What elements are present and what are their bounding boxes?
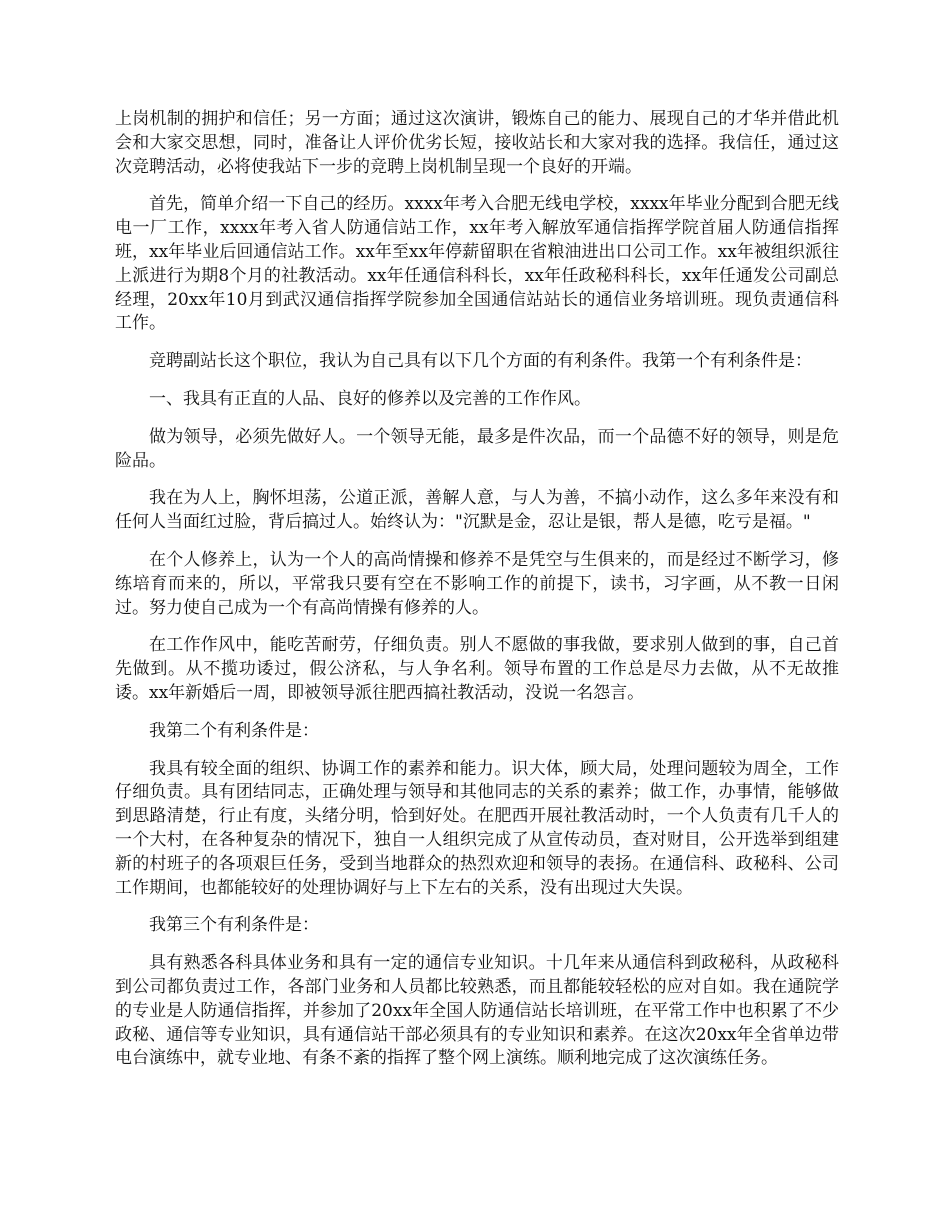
paragraph: 我第二个有利条件是：: [149, 720, 319, 741]
paragraph: 我第三个有利条件是：: [149, 915, 319, 936]
paragraph: 具有熟悉各科具体业务和具有一定的通信专业知识。十几年来从通信科到政秘科，从政秘科到公司都负责过工作，各部门业务和人员都比较熟悉，而且都能较轻松的应对自如。我在通院学的专业是人防通信指挥，并参加了20xx年全国人防通信站长培训班，在平常工作中也积累了不少政秘、通信等专业知识，具有通信站干部必须具有的专业知识和素养。在这次20xx年全省单边带电台演练中，就专业地、有条不紊的指挥了整个网上演练。顺利地完成了这次演练任务。: [115, 953, 839, 1069]
paragraph: 我在为人上，胸怀坦荡，公道正派，善解人意，与人为善，不搞小动作，这么多年来没有和任何人当面红过脸，背后搞过人。始终认为："沉默是金，忍让是银，帮人是德，吃亏是福。": [115, 488, 839, 533]
paragraph: 我具有较全面的组织、协调工作的素养和能力。识大体，顾大局，处理问题较为周全，工作仔细负责。具有团结同志，正确处理与领导和其他同志的关系的素养；做工作，办事情，能够做到思路清楚，行止有度，头绪分明，恰到好处。在肥西开展社教活动时，一个人负责有几千人的一个大村，在各种复杂的情况下，独自一人组织完成了从宣传动员，查对财目，公开选举到组建新的村班子的各项艰巨任务，受到当地群众的热烈欢迎和领导的表扬。在通信科、政秘科、公司工作期间，也都能较好的处理协调好与上下左右的关系，没有出现过大失误。: [115, 758, 839, 898]
paragraph: 上岗机制的拥护和信任；另一方面；通过这次演讲，锻炼自己的能力、展现自己的才华并借此机会和大家交思想，同时，准备让人评价优劣长短，接收站长和大家对我的选择。我信任，通过这次竞聘活动，必将使我站下一步的竞聘上岗机制呈现一个良好的开端。: [115, 109, 839, 177]
paragraph: 做为领导，必须先做好人。一个领导无能，最多是件次品，而一个品德不好的领导，则是危险品。: [115, 426, 839, 471]
paragraph: 在工作作风中，能吃苦耐劳，仔细负责。别人不愿做的事我做，要求别人做到的事，自己首先做到。从不揽功诿过，假公济私，与人争名利。领导布置的工作总是尽力去做，从不无故推诿。xx年新婚后一周，即被领导派往肥西搞社教活动，没说一名怨言。: [115, 635, 839, 703]
document-page: [115, 108, 839, 1085]
paragraph: 在个人修养上，认为一个人的高尚情操和修养不是凭空与生俱来的，而是经过不断学习，修练培育而来的，所以，平常我只要有空在不影响工作的前提下，读书，习字画，从不教一日闲过。努力使自己成为一个有高尚情操有修养的人。: [115, 549, 839, 618]
paragraph: 首先，简单介绍一下自己的经历。xxxx年考入合肥无线电学校，xxxx年毕业分配到合肥无线电一厂工作，xxxx年考入省人防通信站工作，xx年考入解放军通信指挥学院首届人防通信指挥班，xx年毕业后回通信站工作。xx年至xx年停薪留职在省粮油进出口公司工作。xx年被组织派往上派进行为期8个月的社教活动。xx年任通信科科长，xx年任政秘科科长，xx年任通发公司副总经理，20xx年10月到武汉通信指挥学院参加全国通信站站长的通信业务培训班。现负责通信科工作。: [115, 194, 839, 334]
paragraph: 竞聘副站长这个职位，我认为自己具有以下几个方面的有利条件。我第一个有利条件是：: [149, 351, 812, 372]
paragraph: 一、我具有正直的人品、良好的修养以及完善的工作作风。: [149, 388, 591, 409]
